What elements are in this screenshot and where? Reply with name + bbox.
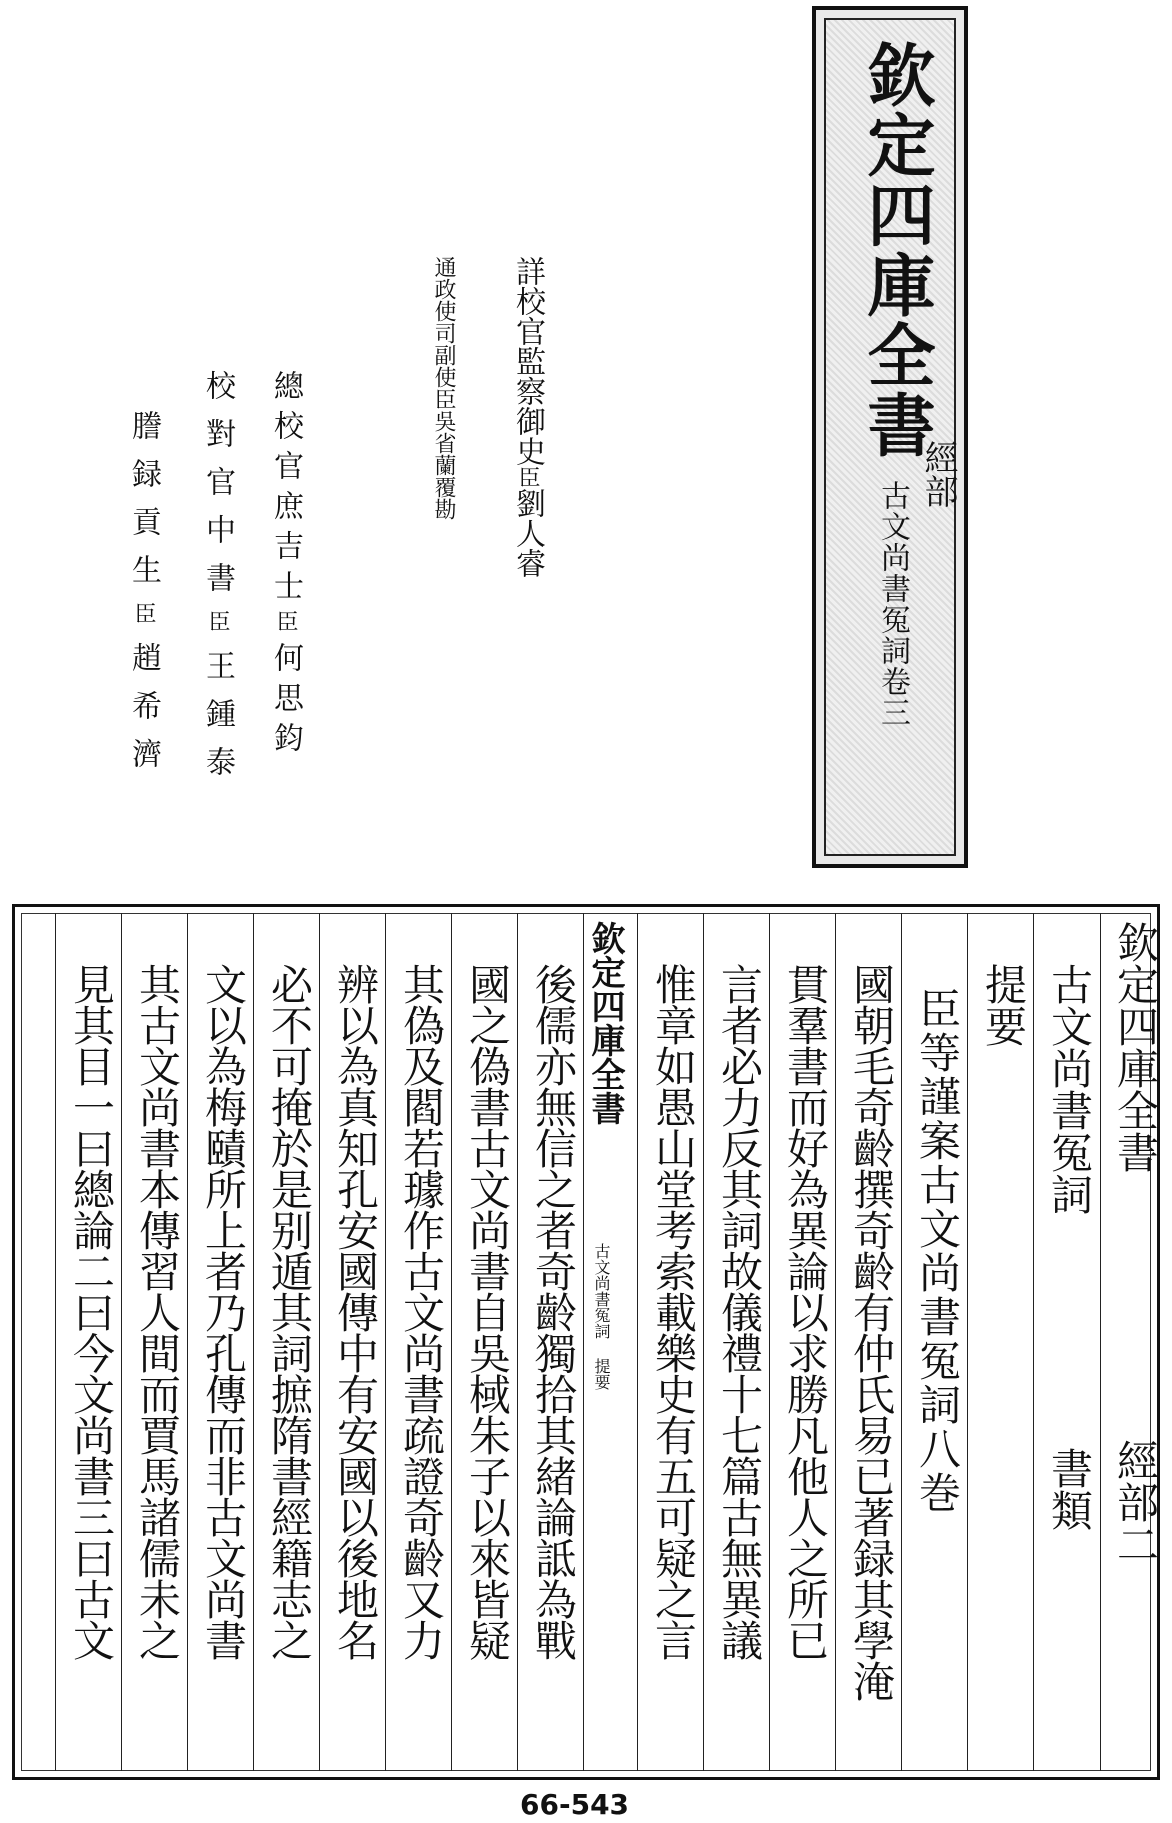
official-role: 總校官庶吉士	[268, 370, 303, 610]
official-name: 趙希濟	[126, 642, 161, 786]
official-name: 何思鈞	[268, 642, 303, 762]
text-column: 臣等謹案古文尚書冤詞八巻	[913, 987, 962, 1515]
official-mark: 臣	[515, 466, 540, 488]
official-role: 詳校官監察御史	[510, 256, 545, 466]
text-column: 國朝毛奇齡撰奇齡有仲氏易已著録其學淹	[847, 963, 896, 1701]
official-line	[510, 256, 544, 578]
text-column: 必不可掩於是别遁其詞摭隋書經籍志之	[265, 963, 314, 1660]
official-mark: 臣	[205, 610, 230, 650]
official-role: 通政使司副使	[431, 256, 456, 388]
margin-title: 欽定四庫全書	[585, 921, 625, 1125]
section-label: 經部	[918, 440, 958, 508]
official-line	[430, 256, 456, 520]
official-name: 劉人睿	[510, 488, 545, 578]
official-role: 謄録貢生	[126, 410, 161, 602]
official-line	[268, 370, 302, 762]
text-column: 其古文尚書本傳習人間而賈馬諸儒未之	[133, 963, 182, 1660]
volume-label: 古文尚書冤詞卷三	[875, 480, 910, 728]
official-name: 王鍾泰	[200, 650, 235, 794]
text-column: 後儒亦無信之者奇齡獨拾其緒論詆為戰	[529, 963, 578, 1660]
official-mark: 臣	[273, 610, 298, 642]
official-role: 校對官中書	[200, 370, 235, 610]
margin-subtitle: 古文尚書冤詞 提要	[592, 1243, 611, 1390]
book-title: 古文尚書冤詞	[1045, 963, 1094, 1215]
official-line	[200, 370, 234, 794]
title-label-box	[812, 6, 968, 868]
text-column: 言者必力反其詞故儀禮十七篇古無異議	[715, 963, 764, 1660]
text-column: 惟章如愚山堂考索載樂史有五可疑之言	[649, 963, 698, 1660]
text-column: 貫羣書而好為異論以求勝凡他人之所已	[781, 963, 830, 1660]
text-column: 其偽及閻若璩作古文尚書疏證奇齡又力	[397, 963, 446, 1660]
header-title: 欽定四庫全書	[1111, 921, 1160, 1173]
page-number: 66-543	[520, 1788, 630, 1821]
section-heading: 提要	[979, 963, 1028, 1047]
official-mark: 臣	[131, 602, 156, 642]
text-column: 文以為梅賾所上者乃孔傳而非古文尚書	[199, 963, 248, 1660]
title-box-inner	[824, 18, 956, 856]
official-name: 吳省蘭覆勘	[431, 410, 456, 520]
official-line	[126, 410, 160, 786]
official-mark: 臣	[431, 388, 456, 410]
text-column: 國之偽書古文尚書自吳棫朱子以來皆疑	[463, 963, 512, 1660]
set-title: 欽定四庫全書	[856, 40, 936, 460]
text-column: 見其目一曰總論二曰今文尚書三曰古文	[67, 963, 116, 1660]
page-frame	[12, 904, 1160, 1780]
text-column: 辨以為真知孔安國傳中有安國以後地名	[331, 963, 380, 1660]
category-label: 經部二	[1111, 1439, 1160, 1565]
centre-margin-strip	[583, 913, 635, 1771]
sub-category: 書類	[1045, 1447, 1094, 1531]
